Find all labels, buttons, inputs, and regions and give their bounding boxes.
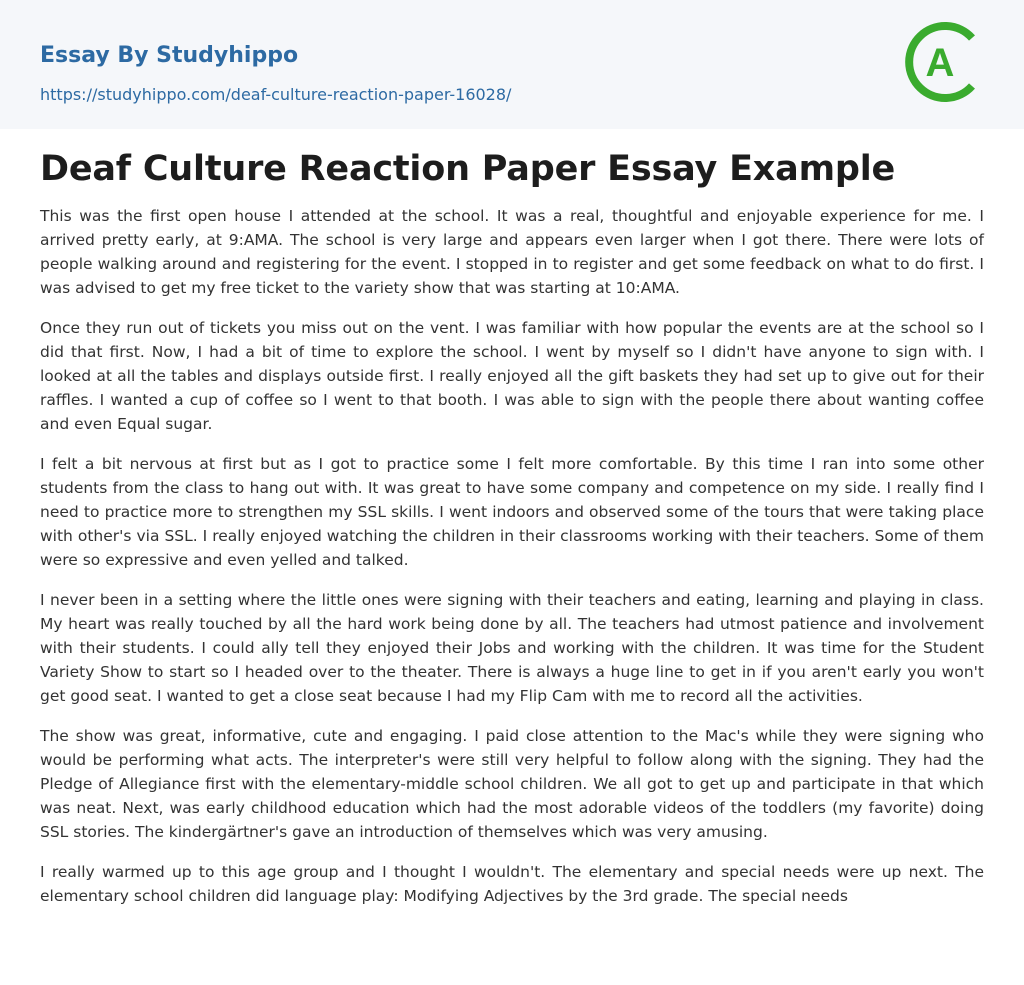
article-paragraph: I really warmed up to this age group and I thought I wouldn't. The elementary and special needs were up next. The elementary school children did language play: Modifying Adjectives by the 3rd grade. The special needs xyxy=(40,863,984,905)
article xyxy=(0,148,1024,908)
article-title: Deaf Culture Reaction Paper Essay Example xyxy=(40,149,896,189)
site-title[interactable]: Essay By Studyhippo xyxy=(40,43,299,68)
article-paragraph: The show was great, informative, cute and engaging. I paid close attention to the Mac's while they were signing who would be performing what acts. The interpreter's were still very helpful to follow along with the signing. They had the Pledge of Allegiance first with the elementary-middle school children. We all got to get up and participate in that which was neat. Next, was early childhood education which had the most adorable videos of the toddlers (my favorite) doing SSL stories. The kindergärtner's gave an introduction of themselves which was very amusing. xyxy=(40,727,984,841)
essay-url-link[interactable]: https://studyhippo.com/deaf-culture-reaction-paper-16028/ xyxy=(40,85,512,104)
article-paragraph: I felt a bit nervous at first but as I got to practice some I felt more comfortable. By this time I ran into some other students from the class to hang out with. It was great to have some company and competence on my side. I really find I need to practice more to strengthen my SSL skills. I went indoors and observed some of the tours that were taking place with other's via SSL. I really enjoyed watching the children in their classrooms working with their teachers. Some of them were so expressive and even yelled and talked. xyxy=(40,455,984,569)
site-header xyxy=(0,0,1024,129)
article-paragraph: I never been in a setting where the little ones were signing with their teachers and eating, learning and playing in class. My heart was really touched by all the hard work being done by all. The teachers had utmost patience and involvement with their students. I could ally tell they enjoyed their Jobs and working with the children. It was time for the Student Variety Show to start so I headed over to the theater. There is always a huge line to get in if you aren't early you won't get good seat. I wanted to get a close seat because I had my Flip Cam with me to record all the activities. xyxy=(40,591,984,705)
article-paragraph: Once they run out of tickets you miss out on the vent. I was familiar with how popular the events are at the school so I did that first. Now, I had a bit of time to explore the school. I went by myself so I didn't have anyone to sign with. I looked at all the tables and displays outside first. I really enjoyed all the gift baskets they had set up to give out for their raffles. I wanted a cup of coffee so I went to that booth. I was able to sign with the people there about wanting coffee and even Equal sugar. xyxy=(40,319,984,433)
logo-letter: A xyxy=(925,41,955,85)
studyhippo-logo-icon[interactable] xyxy=(900,20,984,104)
article-paragraph: This was the first open house I attended at the school. It was a real, thoughtful and enjoyable experience for me. I arrived pretty early, at 9:AMA. The school is very large and appears even larger when I got there. There were lots of people walking around and registering for the event. I stopped in to register and get some feedback on what to do first. I was advised to get my free ticket to the variety show that was starting at 10:AMA. xyxy=(40,207,984,297)
